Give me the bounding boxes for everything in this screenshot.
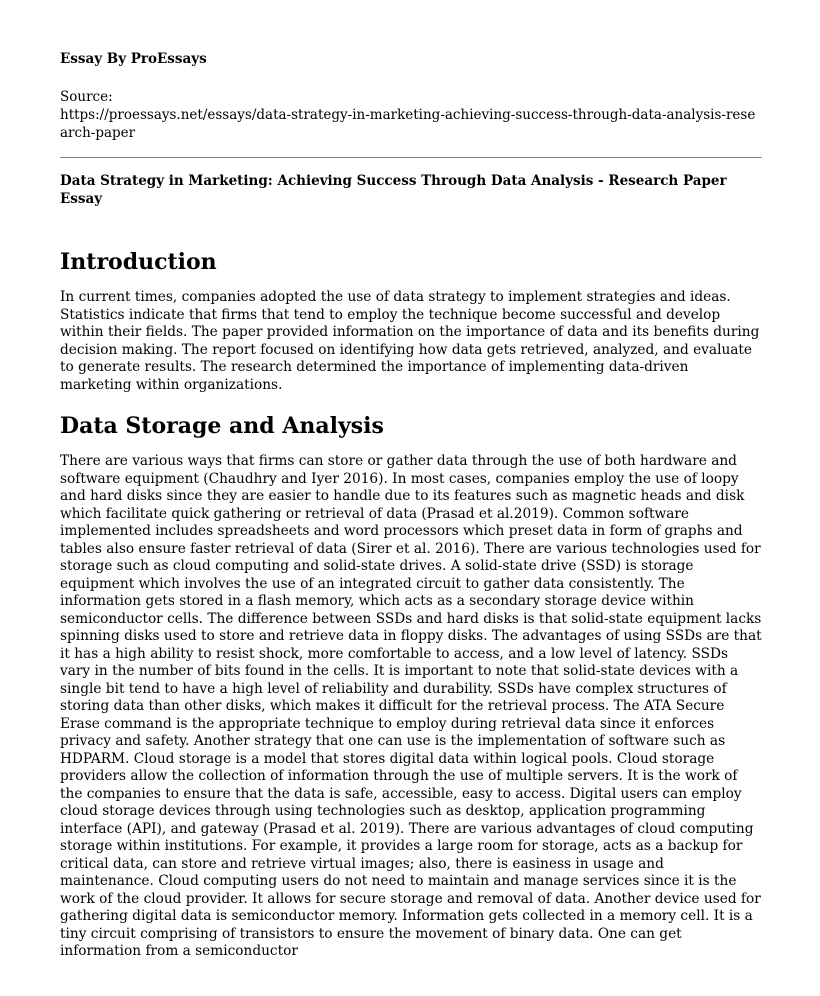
source-url[interactable]: https://proessays.net/essays/data-strategy-in-marketing-achieving-success-through-data-analysis-research-paper: [60, 107, 756, 141]
section-heading: Data Storage and Analysis: [60, 413, 384, 439]
section-introduction: [60, 247, 762, 394]
header-divider: [60, 157, 762, 158]
document-title: Data Strategy in Marketing: Achieving Success Through Data Analysis - Research Paper Essay: [60, 173, 727, 207]
section-heading: Introduction: [60, 249, 217, 275]
essay-page: [60, 50, 762, 978]
section-paragraph: In current times, companies adopted the use of data strategy to implement strategies and ideas. Statistics indicate that firms that tend to employ the technique become successful and develop within their fields. The paper provided information on the importance of data and its benefits during decision making. The report focused on identifying how data gets retrieved, analyzed, and evaluate to generate results. The research determined the importance of implementing data-driven marketing within organizations.: [60, 289, 760, 393]
source-label: Source:: [60, 89, 113, 105]
section-paragraph: There are various ways that firms can store or gather data through the use of both hardware and software equipment (Chaudhry and Iyer 2016). In most cases, companies employ the use of loopy and hard disks since they are easier to handle due to its features such as magnetic heads and disk which facilitate quick gathering or retrieval of data (Prasad et al.2019). Common software implemented includes spreadsheets and word processors which preset data in form of graphs and tables also ensure faster retrieval of data (Sirer et al. 2016). There are various technologies used for storage such as cloud computing and solid-state drives. A solid-state drive (SSD) is storage equipment which involves the use of an integrated circuit to gather data consistently. The information gets stored in a flash memory, which acts as a secondary storage device within semiconductor cells. The difference between SSDs and hard disks is that solid-state equipment lacks spinning disks used to store and retrieve data in floppy disks. The advantages of using SSDs are that it has a high ability to resist shock, more comfortable to access, and a low level of latency. SSDs vary in the number of bits found in the cells. It is important to note that solid-state devices with a single bit tend to have a high level of reliability and durability. SSDs have complex structures of storing data than other disks, which makes it difficult for the retrieval process. The ATA Secure Erase command is the appropriate technique to employ during retrieval data since it enforces privacy and safety. Another strategy that one can use is the implementation of software such as HDPARM. Cloud storage is a model that stores digital data within logical pools. Cloud storage providers allow the collection of information through the use of multiple servers. It is the work of the companies to ensure that the data is safe, accessible, easy to access. Digital users can employ cloud storage devices through using technologies such as desktop, application programming interface (API), and gateway (Prasad et al. 2019). There are various advantages of cloud computing storage within institutions. For example, it provides a large room for storage, acts as a backup for critical data, can store and retrieve virtual images; also, there is easiness in usage and maintenance. Cloud computing users do not need to maintain and manage services since it is the work of the cloud provider. It allows for secure storage and removal of data. Another device used for gathering digital data is semiconductor memory. Information gets collected in a memory cell. It is a tiny circuit comprising of transistors to ensure the movement of binary data. One can get information from a semiconductor: [60, 453, 762, 959]
brand-label: Essay By ProEssays: [60, 51, 207, 67]
section-data-storage-and-analysis: [60, 411, 762, 961]
